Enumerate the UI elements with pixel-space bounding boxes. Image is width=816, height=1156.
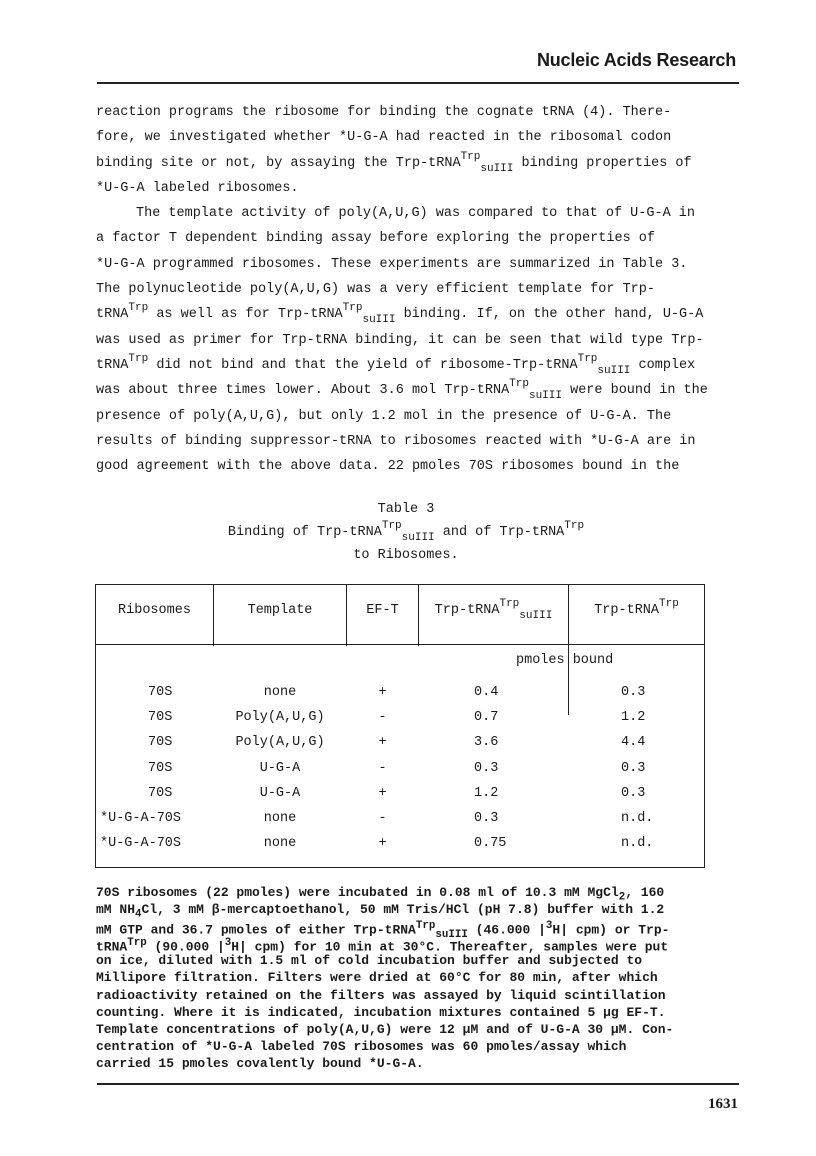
cell-trp-trna: 0.3 xyxy=(621,760,646,776)
body-line: reaction programs the ribosome for binding the cognate tRNA (4). There- xyxy=(96,105,672,120)
cell-trp-trna: 0.3 xyxy=(621,685,646,700)
body-line: *U-G-A labeled ribosomes. xyxy=(96,180,299,196)
header-sup: Trp xyxy=(659,598,679,610)
cell-trp-trna: 4.4 xyxy=(621,735,646,751)
journal-title: Nucleic Acids Research xyxy=(536,50,736,70)
cell-trp-trna: 1.2 xyxy=(621,710,646,726)
page-number: 1631 xyxy=(708,1096,738,1112)
footnote-line: carried 15 pmoles covalently bound *U-G-A. xyxy=(96,1055,424,1071)
cell-template: U-G-A xyxy=(259,760,301,776)
body-line: tRNA$^{Trp}$ did not bind and that the yield of ribosome-Trp-tRNA$^{Trp}_{suIII}$ complex xyxy=(96,352,696,377)
cell-ribosomes: 70S xyxy=(148,785,173,801)
body-line: presence of poly(A,U,G), but only 1.2 mol in the presence of U-G-A. The xyxy=(96,408,672,424)
cell-eft: - xyxy=(378,760,387,776)
body-text xyxy=(96,100,716,479)
cell-ribosomes: 70S xyxy=(148,685,173,700)
cell-eft: + xyxy=(378,685,387,700)
cell-template: Poly(A,U,G) xyxy=(235,710,325,726)
col-header-trp-trna-suiii xyxy=(419,598,568,622)
header-sup: Trp xyxy=(499,598,520,610)
caption-sup: Trp xyxy=(381,520,402,532)
header-divider xyxy=(96,644,704,645)
body-line: binding site or not, by assaying the Trp-tRNA$^{Trp}_{suIII}$ binding properties of xyxy=(96,150,692,175)
cell-trp-trna-suiii: 0.3 xyxy=(474,760,499,776)
table-caption xyxy=(96,498,716,567)
body-line: results of binding suppressor-tRNA to ribosomes reacted with *U-G-A are in xyxy=(96,433,696,449)
table-caption-line xyxy=(96,521,716,544)
col-header-template: Template xyxy=(247,603,313,618)
cell-ribosomes: 70S xyxy=(148,735,173,751)
cell-trp-trna: n.d. xyxy=(621,836,654,852)
cell-template: U-G-A xyxy=(259,785,301,801)
body-line: a factor T dependent binding assay before exploring the properties of xyxy=(96,231,655,247)
cell-trp-trna-suiii: 0.3 xyxy=(474,811,499,826)
caption-text: and of Trp-tRNA xyxy=(434,525,565,540)
body-line: good agreement with the above data. 22 pmoles 70S ribosomes bound in the xyxy=(96,459,680,475)
header-rule xyxy=(97,82,739,84)
table-footnote xyxy=(96,884,736,1072)
footnote-line: counting. Where it is indicated, incubation mixtures contained 5 µg EF-T. xyxy=(96,1004,666,1020)
cell-trp-trna-suiii: 0.7 xyxy=(474,710,499,726)
cell-ribosomes: *U-G-A-70S xyxy=(100,811,182,826)
cell-ribosomes: *U-G-A-70S xyxy=(100,836,182,852)
body-line: was used as primer for Trp-tRNA binding, it can be seen that wild type Trp- xyxy=(96,332,704,348)
footnote-line: Template concentrations of poly(A,U,G) were 12 µM and of U-G-A 30 µM. Con- xyxy=(96,1021,674,1037)
body-line: The template activity of poly(A,U,G) was compared to that of U-G-A in xyxy=(136,206,695,222)
header-text: Trp-tRNA xyxy=(434,603,500,618)
col-header-trp-trna xyxy=(569,598,704,618)
body-line: *U-G-A programmed ribosomes. These experiments are summarized in Table 3. xyxy=(96,256,688,272)
data-table xyxy=(95,584,705,868)
header-text: Trp-tRNA xyxy=(594,603,659,618)
cell-eft: + xyxy=(378,735,387,751)
footnote-line: mM $NH_4Cl$, 3 mM β-mercaptoethanol, 50 mM Tris/HCl (pH 7.8) buffer with 1.2 xyxy=(96,902,665,921)
footnote-line: radioactivity retained on the filters was assayed by liquid scintillation xyxy=(96,987,666,1003)
caption-sub: suIII xyxy=(401,532,435,544)
footnote-line: tRNA$^{Trp}$ (90.000 $|^3H|$ cpm) for 10 min at 30°C. Thereafter, samples were put xyxy=(96,937,669,955)
body-line: The polynucleotide poly(A,U,G) was a very efficient template for Trp- xyxy=(96,282,655,298)
footnote-line: Millipore filtration. Filters were dried at 60°C for 80 min, after which xyxy=(96,970,658,986)
cell-eft: - xyxy=(378,811,387,826)
cell-eft: + xyxy=(378,836,387,852)
col-header-eft: EF-T xyxy=(366,603,399,618)
cell-template: none xyxy=(263,811,297,826)
table-title: Table 3 xyxy=(377,502,435,517)
cell-trp-trna-suiii: 1.2 xyxy=(474,785,499,801)
footnote-line: centration of *U-G-A labeled 70S ribosomes was 60 pmoles/assay which xyxy=(96,1038,627,1054)
body-line: was about three times lower. About 3.6 mol Trp-tRNA$^{Trp}_{suIII}$ were bound in the xyxy=(96,378,708,403)
footer-rule xyxy=(97,1083,739,1085)
body-line: fore, we investigated whether *U-G-A had reacted in the ribosomal codon xyxy=(96,130,672,146)
footnote-line: mM GTP and 36.7 pmoles of either Trp-tRNA$^{Trp}_{suIII}$ (46.000 $|^3H|$ cpm) or Trp- xyxy=(96,920,670,942)
footnote-line: 70S ribosomes (22 pmoles) were incubated in 0.08 ml of 10.3 mM MgCl$_2$, 160 xyxy=(96,885,665,904)
body-line: tRNA$^{Trp}$ as well as for Trp-tRNA$^{Trp}_{suIII}$ binding. If, on the other hand, U-G-A xyxy=(96,302,704,327)
cell-template: none xyxy=(263,836,297,852)
header-sub: suIII xyxy=(519,610,553,622)
unit-label: pmoles bound xyxy=(516,653,614,668)
cell-eft: + xyxy=(378,785,387,801)
cell-trp-trna: 0.3 xyxy=(621,785,646,801)
footnote-line: on ice, diluted with 1.5 ml of cold incubation buffer and subjected to xyxy=(96,953,643,969)
cell-template: none xyxy=(263,685,297,700)
caption-sup: Trp xyxy=(564,520,585,532)
cell-ribosomes: 70S xyxy=(148,710,173,726)
cell-eft: - xyxy=(378,710,387,726)
cell-template: Poly(A,U,G) xyxy=(235,735,325,751)
table-caption-line: to Ribosomes. xyxy=(353,548,459,563)
col-header-ribosomes: Ribosomes xyxy=(118,603,191,618)
cell-trp-trna-suiii: 0.75 xyxy=(474,836,507,852)
cell-trp-trna: n.d. xyxy=(621,811,654,826)
cell-ribosomes: 70S xyxy=(148,760,173,776)
cell-trp-trna-suiii: 0.4 xyxy=(474,685,499,700)
cell-trp-trna-suiii: 3.6 xyxy=(474,735,499,751)
caption-text: Binding of Trp-tRNA xyxy=(227,525,382,540)
